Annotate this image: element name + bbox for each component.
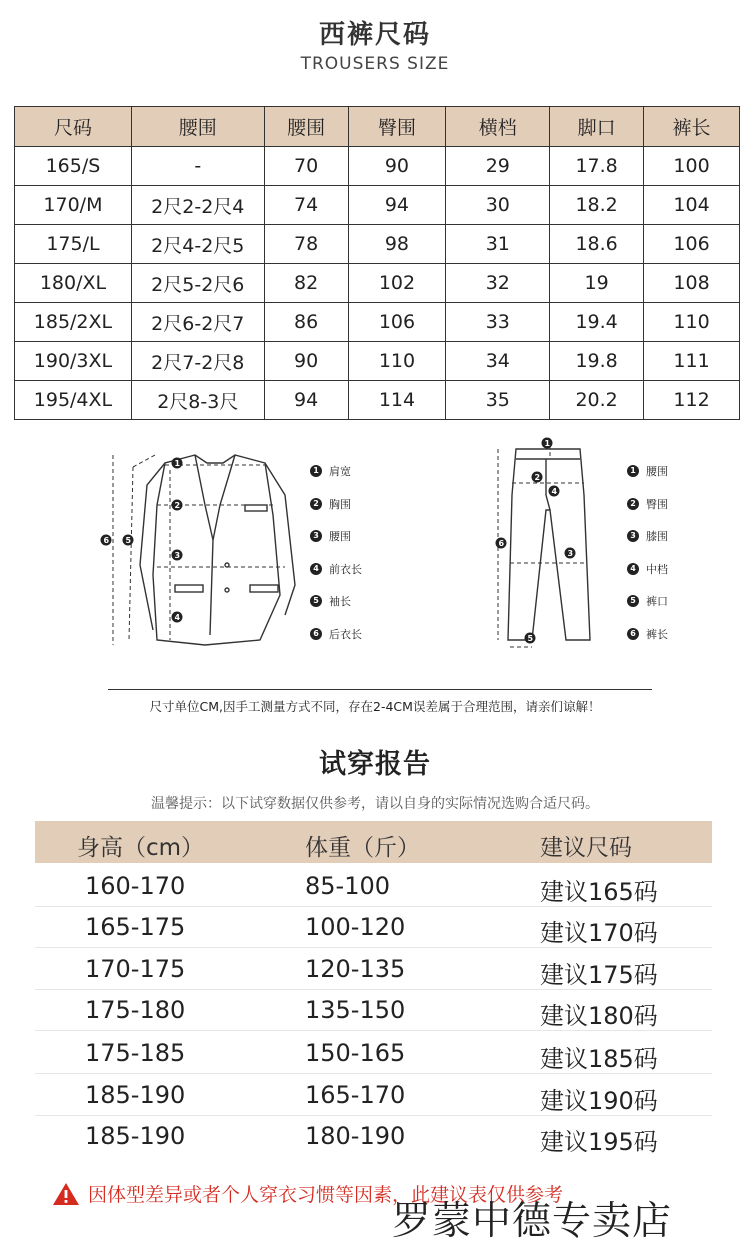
cell: 165/S xyxy=(15,147,132,186)
cell: 86 xyxy=(264,303,348,342)
col-header-hip: 臀围 xyxy=(348,107,446,147)
cell: 180-190 xyxy=(305,1122,406,1150)
legend-item xyxy=(310,553,362,586)
cell: 104 xyxy=(644,186,740,225)
svg-text:3: 3 xyxy=(174,551,181,560)
legend-number: 4 xyxy=(627,563,639,575)
legend-item xyxy=(310,618,362,651)
cell: 170-175 xyxy=(85,955,186,983)
legend-label: 胸围 xyxy=(329,497,351,511)
legend-item xyxy=(310,455,362,488)
cell: 185-190 xyxy=(85,1122,186,1150)
cell: 112 xyxy=(644,381,740,420)
cell: 102 xyxy=(348,264,446,303)
legend-number: 5 xyxy=(627,595,639,607)
cell: 2尺8-3尺 xyxy=(131,381,264,420)
cell: 195/4XL xyxy=(15,381,132,420)
cell: 175-185 xyxy=(85,1039,186,1067)
cell: 111 xyxy=(644,342,740,381)
cell: 135-150 xyxy=(305,996,406,1024)
svg-text:5: 5 xyxy=(527,634,534,643)
col-header-waist-cm: 腰围 xyxy=(264,107,348,147)
col-header-waist-chi: 腰围 xyxy=(131,107,264,147)
cell: 70 xyxy=(264,147,348,186)
table-row xyxy=(15,342,740,381)
warning-icon xyxy=(52,1182,80,1206)
table-row xyxy=(35,948,712,990)
cell: 110 xyxy=(348,342,446,381)
cell: 98 xyxy=(348,225,446,264)
cell: 19 xyxy=(550,264,644,303)
cell: 90 xyxy=(264,342,348,381)
size-table-header xyxy=(15,107,740,147)
table-row xyxy=(35,1074,712,1116)
cell: 175-180 xyxy=(85,996,186,1024)
legend-label: 裤长 xyxy=(646,627,668,641)
table-row xyxy=(15,303,740,342)
svg-text:2: 2 xyxy=(534,473,541,482)
cell: 31 xyxy=(446,225,550,264)
legend-item xyxy=(310,585,362,618)
cell: 185/2XL xyxy=(15,303,132,342)
legend-number: 3 xyxy=(310,530,322,542)
svg-text:4: 4 xyxy=(174,613,181,622)
warning-text: 因体型差异或者个人穿衣习惯等因素，此建议表仅供参考 xyxy=(88,1184,564,1206)
cell: 20.2 xyxy=(550,381,644,420)
table-row xyxy=(15,186,740,225)
legend-item xyxy=(310,520,362,553)
legend-label: 前衣长 xyxy=(329,562,362,576)
jacket-legend xyxy=(310,455,362,650)
cell: 85-100 xyxy=(305,872,391,900)
legend-number: 6 xyxy=(310,628,322,640)
page-title: 西裤尺码 xyxy=(318,20,431,50)
table-row xyxy=(35,1115,712,1157)
cell: 建议190码 xyxy=(540,1087,658,1115)
col-header-length: 裤长 xyxy=(644,107,740,147)
legend-label: 中档 xyxy=(646,562,668,576)
jacket-diagram xyxy=(95,445,315,655)
cell: 82 xyxy=(264,264,348,303)
legend-label: 裤口 xyxy=(646,595,668,609)
cell: 106 xyxy=(644,225,740,264)
col-header-weight: 体重（斤） xyxy=(305,835,420,861)
table-row xyxy=(15,225,740,264)
page-subtitle: TROUSERS SIZE xyxy=(300,54,450,74)
cell: - xyxy=(131,147,264,186)
cell: 35 xyxy=(446,381,550,420)
cell: 120-135 xyxy=(305,955,406,983)
legend-number: 2 xyxy=(627,498,639,510)
svg-text:1: 1 xyxy=(174,459,181,468)
cell: 2尺6-2尺7 xyxy=(131,303,264,342)
cell: 185-190 xyxy=(85,1081,186,1109)
cell: 建议165码 xyxy=(540,878,658,906)
table-row xyxy=(15,147,740,186)
col-header-suggested-size: 建议尺码 xyxy=(540,835,632,861)
legend-item xyxy=(627,553,668,586)
legend-item xyxy=(627,618,668,651)
table-row xyxy=(35,1032,712,1074)
legend-label: 袖长 xyxy=(329,595,351,609)
cell: 30 xyxy=(446,186,550,225)
cell: 94 xyxy=(348,186,446,225)
svg-text:2: 2 xyxy=(174,501,181,510)
fit-table-header xyxy=(35,821,712,863)
legend-label: 臀围 xyxy=(646,497,668,511)
report-title: 试穿报告 xyxy=(319,749,431,780)
cell: 建议175码 xyxy=(540,961,658,989)
legend-number: 1 xyxy=(310,465,322,477)
legend-number: 1 xyxy=(627,465,639,477)
cell: 108 xyxy=(644,264,740,303)
cell: 74 xyxy=(264,186,348,225)
cell: 34 xyxy=(446,342,550,381)
legend-label: 膝围 xyxy=(646,530,668,544)
cell: 2尺7-2尺8 xyxy=(131,342,264,381)
table-row xyxy=(15,381,740,420)
store-watermark: 罗蒙中德专卖店 xyxy=(392,1199,673,1244)
cell: 190/3XL xyxy=(15,342,132,381)
legend-item xyxy=(627,455,668,488)
cell: 90 xyxy=(348,147,446,186)
table-row xyxy=(35,989,712,1031)
size-table xyxy=(14,106,740,420)
col-header-size: 尺码 xyxy=(15,107,132,147)
legend-label: 腰围 xyxy=(329,530,351,544)
trousers-legend xyxy=(627,455,668,650)
cell: 100-120 xyxy=(305,913,406,941)
cell: 165-175 xyxy=(85,913,186,941)
cell: 170/M xyxy=(15,186,132,225)
cell: 建议185码 xyxy=(540,1045,658,1073)
legend-item xyxy=(627,520,668,553)
cell: 110 xyxy=(644,303,740,342)
cell: 175/L xyxy=(15,225,132,264)
table-row xyxy=(35,865,712,907)
table-row xyxy=(15,264,740,303)
cell: 160-170 xyxy=(85,872,186,900)
report-tip: 温馨提示：以下试穿数据仅供参考，请以自身的实际情况选购合适尺码。 xyxy=(151,796,599,812)
cell: 180/XL xyxy=(15,264,132,303)
svg-text:5: 5 xyxy=(125,536,132,545)
col-header-height: 身高（cm） xyxy=(77,835,205,861)
cell: 2尺2-2尺4 xyxy=(131,186,264,225)
cell: 29 xyxy=(446,147,550,186)
divider xyxy=(108,689,652,690)
legend-label: 腰围 xyxy=(646,465,668,479)
measurement-note: 尺寸单位CM,因手工测量方式不同，存在2-4CM误差属于合理范围，请亲们谅解！ xyxy=(149,699,601,714)
col-header-leg-opening: 脚口 xyxy=(550,107,644,147)
legend-label: 后衣长 xyxy=(329,627,362,641)
cell: 18.2 xyxy=(550,186,644,225)
cell: 建议195码 xyxy=(540,1128,658,1156)
cell: 建议180码 xyxy=(540,1002,658,1030)
svg-text:3: 3 xyxy=(567,549,574,558)
legend-number: 2 xyxy=(310,498,322,510)
cell: 150-165 xyxy=(305,1039,406,1067)
col-header-thigh: 横档 xyxy=(446,107,550,147)
legend-number: 6 xyxy=(627,628,639,640)
svg-text:1: 1 xyxy=(544,439,551,448)
cell: 32 xyxy=(446,264,550,303)
svg-text:6: 6 xyxy=(103,536,110,545)
cell: 100 xyxy=(644,147,740,186)
legend-item xyxy=(627,488,668,521)
legend-number: 4 xyxy=(310,563,322,575)
legend-item xyxy=(310,488,362,521)
cell: 106 xyxy=(348,303,446,342)
cell: 18.6 xyxy=(550,225,644,264)
cell: 94 xyxy=(264,381,348,420)
svg-text:4: 4 xyxy=(551,487,558,496)
svg-text:6: 6 xyxy=(498,539,505,548)
cell: 2尺4-2尺5 xyxy=(131,225,264,264)
table-row xyxy=(35,906,712,948)
cell: 165-170 xyxy=(305,1081,406,1109)
legend-label: 肩宽 xyxy=(329,465,351,479)
cell: 114 xyxy=(348,381,446,420)
cell: 2尺5-2尺6 xyxy=(131,264,264,303)
cell: 78 xyxy=(264,225,348,264)
cell: 19.4 xyxy=(550,303,644,342)
trousers-diagram xyxy=(488,435,608,655)
cell: 19.8 xyxy=(550,342,644,381)
cell: 33 xyxy=(446,303,550,342)
cell: 17.8 xyxy=(550,147,644,186)
legend-number: 3 xyxy=(627,530,639,542)
cell: 建议170码 xyxy=(540,919,658,947)
legend-item xyxy=(627,585,668,618)
legend-number: 5 xyxy=(310,595,322,607)
